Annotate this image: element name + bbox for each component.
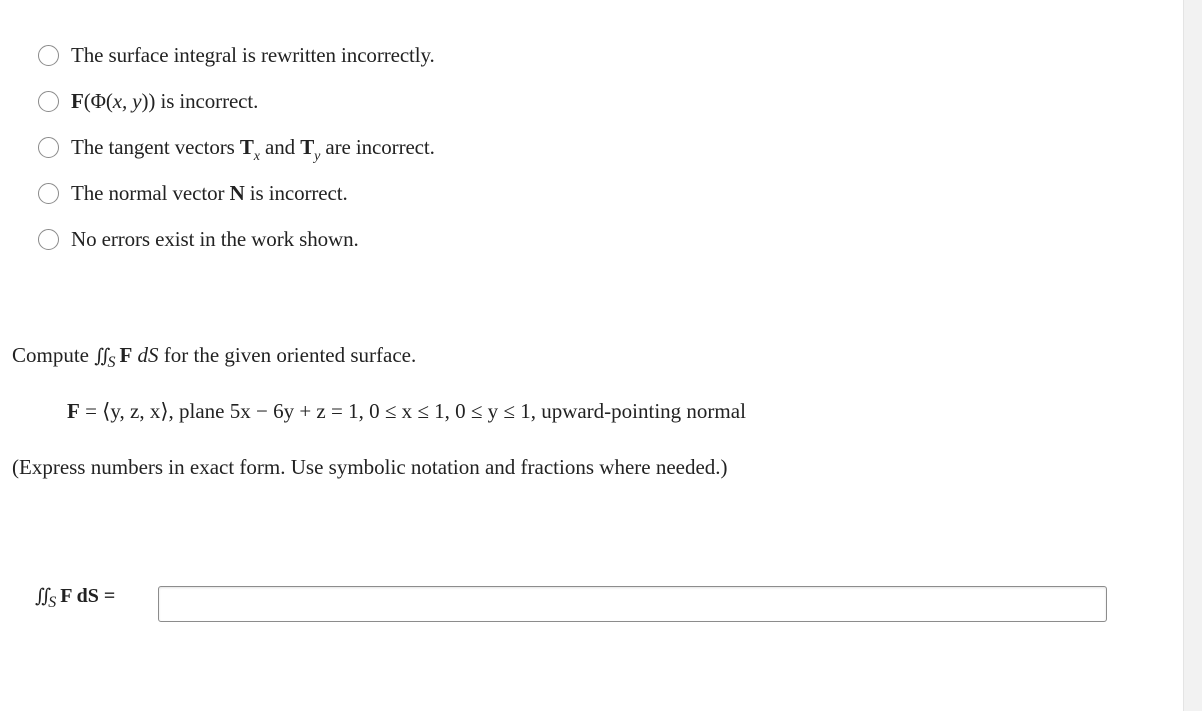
problem-rest: = ⟨y, z, x⟩, plane 5x − 6y + z = 1, 0 ≤ x ≤ 1, 0 ≤ y ≤ 1, upward-pointing normal — [79, 399, 746, 423]
tangent-t-y: T — [300, 134, 315, 159]
instructions: (Express numbers in exact form. Use symbolic notation and fractions where needed.) — [12, 455, 728, 479]
vector-f: F — [67, 399, 80, 423]
vector-f: F — [71, 88, 84, 113]
ds-element: dS — [137, 343, 159, 367]
right-scrollbar[interactable] — [1183, 0, 1202, 711]
radio-button[interactable] — [38, 91, 59, 112]
option-prefix: The tangent vectors — [71, 134, 240, 159]
normal-vector-n: N — [229, 180, 245, 205]
region-s: S — [48, 594, 57, 611]
option-label — [71, 181, 348, 206]
option-tangent-vectors-incorrect[interactable] — [38, 134, 435, 164]
and-word: and — [259, 134, 301, 159]
option-normal-vector-incorrect[interactable] — [38, 181, 348, 205]
radio-button[interactable] — [38, 229, 59, 250]
tangent-t-x: T — [239, 134, 254, 159]
compute-suffix: for the given oriented surface. — [158, 343, 417, 367]
answer-input[interactable] — [158, 586, 1107, 622]
option-suffix: )) is incorrect. — [141, 88, 259, 113]
radio-button[interactable] — [38, 183, 59, 204]
compute-word: Compute — [12, 343, 95, 367]
option-no-errors[interactable] — [38, 227, 359, 251]
option-label: The surface integral is rewritten incorrectly. — [71, 42, 435, 67]
subscript-x: x — [253, 148, 260, 164]
radio-button[interactable] — [38, 45, 59, 66]
option-prefix: The normal vector — [71, 180, 230, 205]
answer-expression: F dS = — [60, 585, 116, 607]
option-label — [71, 89, 258, 114]
option-f-of-phi-incorrect[interactable] — [38, 89, 258, 113]
double-integral-icon: ∬ — [94, 346, 108, 367]
double-integral-icon: ∬ — [35, 586, 49, 607]
compute-prompt — [12, 343, 417, 371]
option-label — [71, 134, 435, 164]
phi-open: (Φ( — [83, 88, 113, 113]
option-suffix: are incorrect. — [320, 134, 435, 159]
option-surface-integral-rewritten[interactable] — [38, 43, 435, 67]
phi-args: x, y — [112, 88, 142, 113]
subscript-y: y — [314, 148, 321, 164]
radio-button[interactable] — [38, 137, 59, 158]
option-suffix: is incorrect. — [244, 180, 348, 205]
problem-statement — [67, 399, 746, 424]
answer-label — [35, 585, 116, 611]
vector-f: F — [119, 343, 133, 367]
option-label: No errors exist in the work shown. — [71, 226, 359, 251]
region-s: S — [107, 354, 116, 371]
